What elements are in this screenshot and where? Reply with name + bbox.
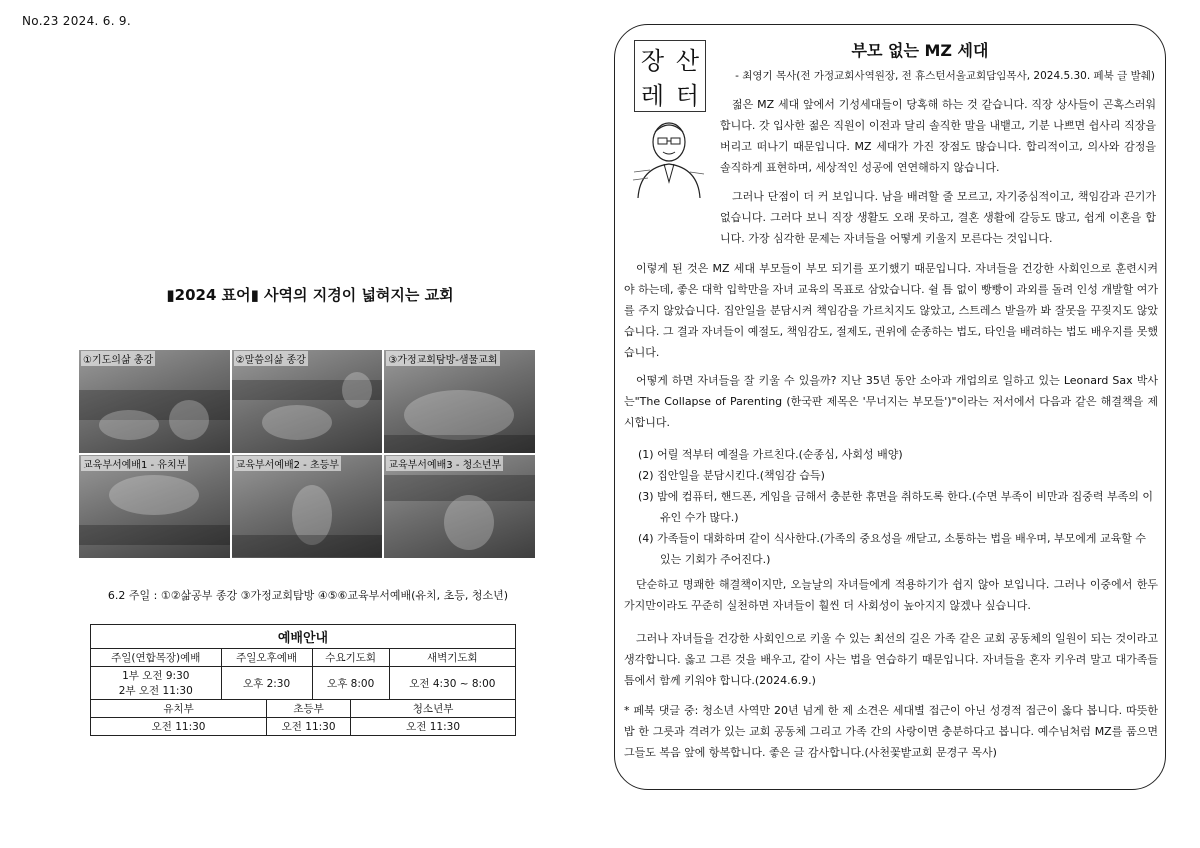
photo-2 xyxy=(232,350,383,453)
motto-title: ▮2024 표어▮ 사역의 지경이 넓혀지는 교회 xyxy=(166,286,454,304)
worship-schedule-table xyxy=(90,624,516,736)
paragraph-2: 그러나 단점이 더 커 보입니다. 남을 배려할 줄 모르고, 자기중심적이고, 책임감과 끈기가 없습니다. 그러다 보니 직장 생활도 오래 못하고, 결혼 생활에 갈등도 많고, 쉽게 이혼을 합니다. 가장 심각한 문제는 자녀들을 어떻게 키울지 모른다는 것입니다. xyxy=(720,190,1156,245)
solution-item: (4) 가족들이 대화하며 같이 식사한다.(가족의 중요성을 깨닫고, 소통하는 법을 배우며, 부모에게 교육할 수 있는 기회가 주어진다.) xyxy=(638,532,1146,566)
issue-number: No.23 2024. 6. 9. xyxy=(22,14,131,28)
header-dawn: 새벽기도회 xyxy=(389,649,515,667)
photo-caption-1: ①기도의삶 총강 xyxy=(81,351,155,366)
header-afternoon: 주일오후예배 xyxy=(221,649,312,667)
badge-char-1: 장 xyxy=(640,47,665,75)
photo-caption-6: 교육부서예배3 - 청소년부 xyxy=(386,456,503,471)
dept-time-kindergarten: 오전 11:30 xyxy=(91,718,267,736)
photo-grid xyxy=(79,350,535,558)
photo-caption-5: 교육부서예배2 - 초등부 xyxy=(234,456,341,471)
solution-item: (2) 집안일을 분담시킨다.(책임감 습득) xyxy=(638,469,825,482)
dawn-time: 오전 4:30 ~ 8:00 xyxy=(389,667,515,700)
paragraph-3: 이렇게 된 것은 MZ 세대 부모들이 부모 되기를 포기했기 때문입니다. 자녀들을 건강한 사회인으로 훈련시켜야 하는데, 좋은 대학 입학만을 자녀 교육의 목표로 삼았습니다. 쉴 틈 없이 빵빵이 과외를 돌려 인성 개발할 여가를 주지 않았습니다. 집안일을 분담시켜 책임감을 가르치지도 않았고, 스트레스 받을까 봐 잘못을 꾸짖지도 않았습니다. 그 결과 자녀들이 예절도, 책임감도, 절제도, 권위에 순종하는 법도, 타인을 배려하는 법도 배우지를 못했습니다. xyxy=(624,262,1158,359)
author-portrait-icon xyxy=(630,112,708,198)
wednesday-time: 오후 8:00 xyxy=(312,667,389,700)
badge-char-4: 터 xyxy=(675,82,700,110)
photo-caption-4: 교육부서예배1 - 유치부 xyxy=(81,456,188,471)
paragraph-6: 그러나 자녀들을 건강한 사회인으로 키울 수 있는 최선의 길은 가족 같은 교회 공동체의 일원이 되는 것이라고 생각합니다. 옳고 그른 것을 배우고, 같이 사는 법을 연습하기 때문입니다. 자녀들을 혼자 키우려 말고 대가족들 틈에서 함께 키워야 합니다.(2024.6.9.) xyxy=(624,632,1158,687)
dept-header-youth: 청소년부 xyxy=(351,700,516,718)
header-sunday: 주일(연합목장)예배 xyxy=(91,649,222,667)
solution-list xyxy=(638,444,1158,570)
sunday-second-service: 2부 오전 11:30 xyxy=(118,685,193,697)
solution-item: (3) 밤에 컴퓨터, 핸드폰, 게임을 금해서 충분한 휴면을 취하도록 한다.(수면 부족이 비만과 집중력 부족의 이유인 수가 많다.) xyxy=(638,490,1153,524)
photo-description: 6.2 주일 : ①②삶공부 종강 ③가정교회탐방 ④⑤⑥교육부서예배(유치, 초등, 청소년) xyxy=(107,589,509,602)
paragraph-7: * 페북 댓글 중: 청소년 사역만 20년 넘게 한 제 소견은 세대별 접근이 아닌 성경적 접근이 옳다 봅니다. 따뜻한 밥 한 그릇과 격려가 있는 교회 공동체 그리고 가족 간의 사랑이면 충분하다고 봅니다. 예수님처럼 MZ를 품으면 그들도 복음 앞에 항복합니다. 좋은 글 감사합니다.(사천꽃밭교회 문경구 목사) xyxy=(624,704,1158,759)
photo-1 xyxy=(79,350,230,453)
dept-time-youth: 오전 11:30 xyxy=(351,718,516,736)
sunday-times xyxy=(91,667,222,700)
photo-5 xyxy=(232,455,383,558)
photo-6 xyxy=(384,455,535,558)
column-title: 부모 없는 MZ 세대 xyxy=(851,41,989,60)
photo-3 xyxy=(384,350,535,453)
paragraph-4: 어떻게 하면 자녀들을 잘 키울 수 있을까? 지난 35년 동안 소아과 개업의로 일하고 있는 Leonard Sax 박사는"The Collapse of Parenting (한국판 제목은 '무너지는 부모들')"이라는 저서에서 다음과 같은 해결책을 제시합니다. xyxy=(624,374,1158,429)
photo-caption-2: ②말씀의삶 종강 xyxy=(234,351,308,366)
paragraph-5: 단순하고 명쾌한 해결책이지만, 오늘날의 자녀들에게 적용하기가 쉽지 않아 보입니다. 그러나 이중에서 한두 가지만이라도 꾸준히 실천하면 자녀들이 훨씬 더 사회성이 높아지지 않겠나 싶습니다. xyxy=(624,578,1158,612)
dept-time-elementary: 오전 11:30 xyxy=(267,718,351,736)
column-author: - 최영기 목사(전 가정교회사역원장, 전 휴스턴서울교회담임목사, 2024.5.30. 페북 글 발췌) xyxy=(735,70,1155,82)
solution-item: (1) 어릴 적부터 예절을 가르친다.(순종심, 사회성 배양) xyxy=(638,448,903,461)
paragraph-1: 젊은 MZ 세대 앞에서 기성세대들이 당혹해 하는 것 같습니다. 직장 상사들이 곤혹스러워 합니다. 갓 입사한 젊은 직원이 이전과 달리 솔직한 말을 내뱉고, 기분 나쁘면 쉽사리 직장을 버리고 떠나기 때문입니다. MZ 세대가 가진 장점도 많습니다. 합리적이고, 의사와 감정을 솔직하게 표현하며, 세상적인 성공에 연연해하지 않습니다. xyxy=(720,98,1156,174)
sunday-first-service: 1부 오전 9:30 xyxy=(122,670,190,682)
badge-char-2: 산 xyxy=(675,47,700,75)
dept-header-kindergarten: 유치부 xyxy=(91,700,267,718)
column-badge xyxy=(634,40,706,112)
photo-caption-3: ③가정교회탐방-샘물교회 xyxy=(386,351,499,366)
photo-4 xyxy=(79,455,230,558)
afternoon-time: 오후 2:30 xyxy=(221,667,312,700)
badge-char-3: 레 xyxy=(640,82,665,110)
worship-title: 예배안내 xyxy=(91,625,516,649)
header-wednesday: 수요기도회 xyxy=(312,649,389,667)
dept-header-elementary: 초등부 xyxy=(267,700,351,718)
